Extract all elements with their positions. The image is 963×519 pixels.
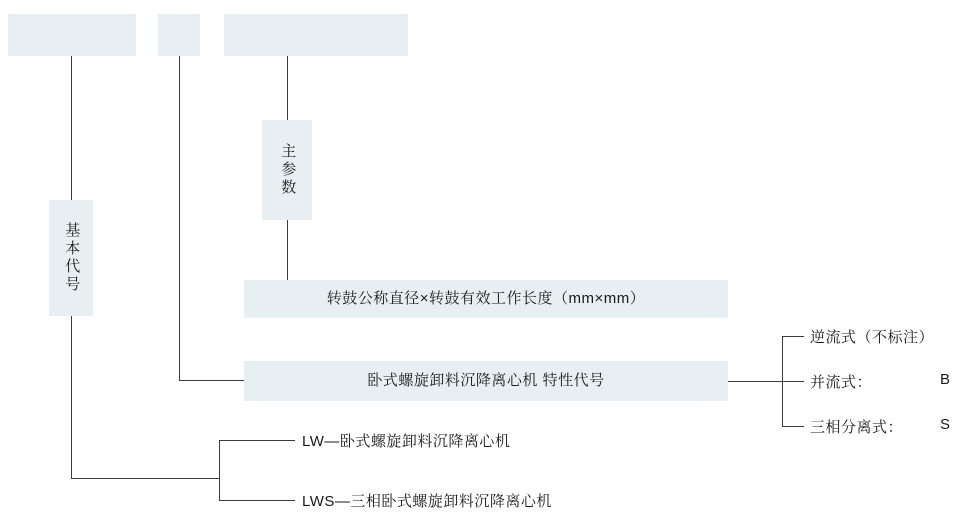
feature-branch-2: [782, 381, 804, 382]
top-block-right: [224, 14, 408, 56]
basic-code-box: 基本代号: [49, 200, 93, 316]
connector-left-bottom: [71, 316, 72, 478]
diameter-length-box: 转鼓公称直径×转鼓有效工作长度（mm×mm）: [244, 280, 728, 318]
bottom-branch-lw: [219, 440, 295, 441]
connector-right-bottom: [287, 220, 288, 280]
feature-code-three-phase: S: [940, 416, 951, 433]
bottom-branch-stem: [71, 478, 219, 479]
top-block-mid: [158, 14, 200, 56]
feature-branch-stem: [728, 381, 782, 382]
connector-mid-to-box: [179, 380, 245, 381]
connector-mid: [179, 56, 180, 380]
main-parameter-box: 主参数: [262, 120, 312, 220]
feature-branch-3: [782, 426, 804, 427]
feature-label-counter-current: 逆流式（不标注）: [810, 329, 935, 346]
branch-label-lws: LWS—三相卧式螺旋卸料沉降离心机: [302, 493, 552, 510]
bottom-branch-spine: [219, 440, 220, 500]
bottom-branch-lws: [219, 500, 295, 501]
connector-right-top: [287, 56, 288, 120]
machine-type-box: 卧式螺旋卸料沉降离心机 特性代号: [244, 361, 728, 401]
branch-label-lw: LW—卧式螺旋卸料沉降离心机: [302, 433, 511, 450]
feature-label-three-phase: 三相分离式：: [810, 419, 904, 436]
top-block-left: [8, 14, 136, 56]
connector-left-top: [71, 56, 72, 200]
feature-branch-1: [782, 336, 804, 337]
feature-code-co-current: B: [940, 371, 951, 388]
feature-label-co-current: 并流式：: [810, 374, 873, 391]
